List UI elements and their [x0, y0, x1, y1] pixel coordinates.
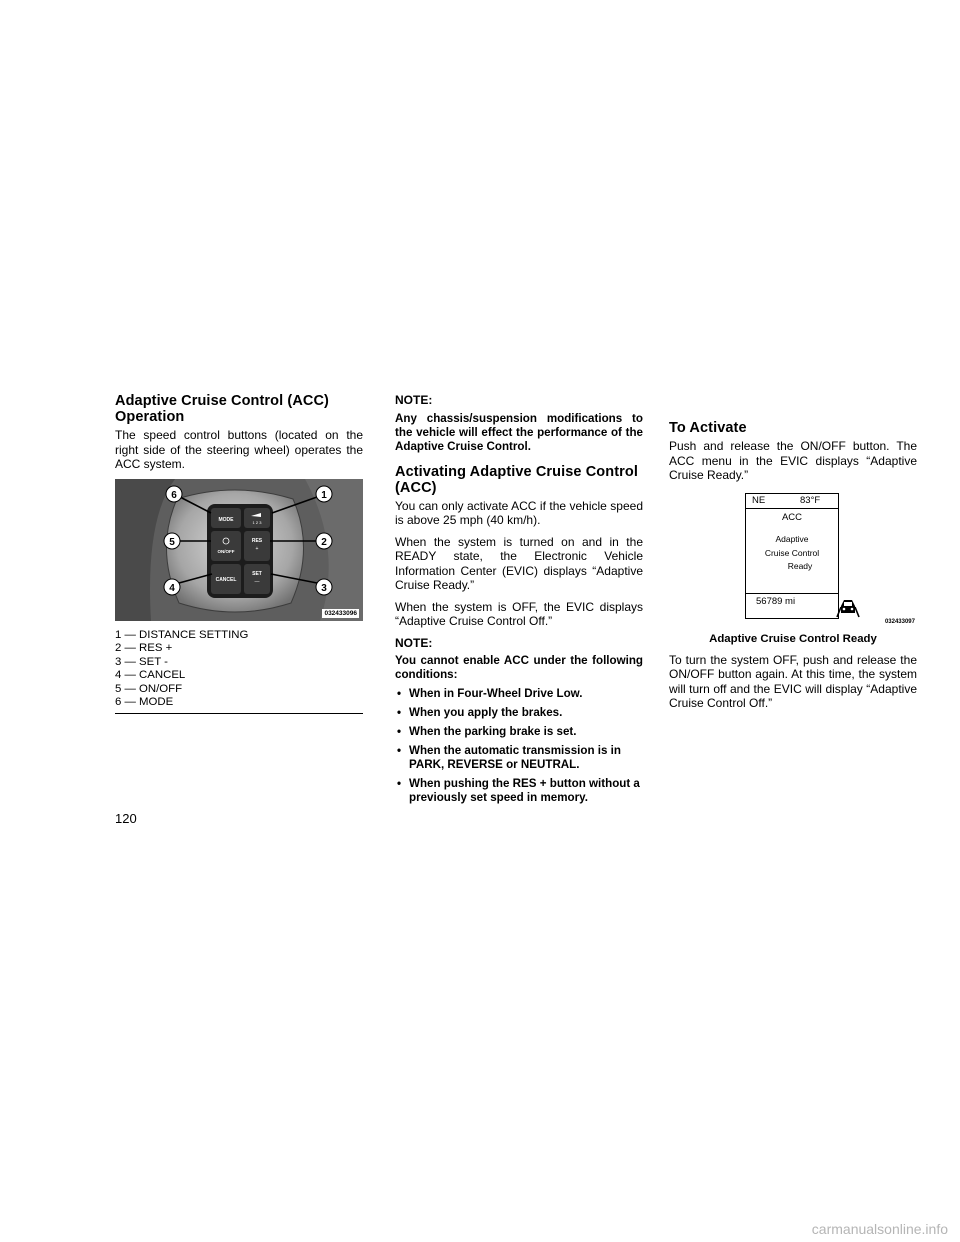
compass-heading: NE: [752, 494, 766, 506]
outside-temperature: 83°F: [800, 494, 821, 506]
condition-text: When you apply the brakes.: [409, 706, 563, 719]
note-heading: NOTE:: [395, 635, 433, 650]
set-minus-symbol: —: [254, 578, 260, 585]
set-button-label: SET: [252, 570, 262, 577]
list-item: [395, 777, 643, 805]
figure-code-1: 032433096: [324, 609, 357, 617]
evic-message-line-1: Adaptive: [775, 533, 809, 544]
bullet: •: [397, 777, 402, 790]
list-item: [395, 725, 643, 739]
cancel-button-label: CANCEL: [215, 576, 237, 583]
bullet: •: [397, 706, 402, 719]
bullet: •: [397, 744, 402, 757]
legend-item: 4 — CANCEL: [115, 669, 186, 682]
res-button-label: RES: [251, 537, 263, 544]
callout-6: 6: [171, 489, 177, 501]
bullet: •: [397, 687, 402, 700]
evic-screen: [745, 493, 839, 619]
conditions-list: [395, 687, 643, 805]
callout-1: 1: [321, 489, 327, 501]
evic-menu-title: ACC: [781, 511, 803, 523]
acc-intro-text: The speed control buttons (located on the right side of the steering wheel) operates the ACC system.: [115, 428, 363, 471]
list-item: [395, 687, 643, 701]
turn-off-instructions: To turn the system OFF, push and release the ON/OFF button again. At this time, the system will turn off and the EVIC will display “Adaptive Cruise Control Off.”: [669, 652, 917, 710]
figure-caption: Adaptive Cruise Control Ready: [709, 632, 877, 645]
legend-item: 5 — ON/OFF: [115, 682, 183, 695]
condition-text: When the automatic transmission is in PARK, REVERSE or NEUTRAL.: [409, 744, 621, 771]
to-activate-heading: To Activate: [669, 420, 747, 436]
res-plus-symbol: +: [255, 545, 259, 552]
figure-code-2: 032433097: [884, 618, 915, 625]
heading-line-2: (ACC): [395, 479, 437, 496]
heading-line-1: Activating Adaptive Cruise Control: [395, 463, 638, 480]
mode-button-label: MODE: [218, 516, 234, 523]
condition-text: When the parking brake is set.: [409, 725, 577, 738]
list-item: [395, 706, 643, 720]
odometer-reading: 56789 mi: [756, 595, 796, 607]
legend-item: 3 — SET -: [115, 655, 168, 668]
callout-4: 4: [169, 582, 175, 594]
callout-2: 2: [321, 536, 327, 548]
bullet: •: [397, 725, 402, 738]
callout-5: 5: [169, 536, 175, 548]
condition-text: When in Four-Wheel Drive Low.: [409, 687, 583, 700]
activate-instructions: Push and release the ON/OFF button. The ACC menu in the EVIC displays “Adaptive Cruise Ready.”: [669, 439, 917, 482]
condition-text: When pushing the RES + button without a previously set speed in memory.: [409, 777, 640, 804]
steering-wheel-buttons-figure: [115, 479, 363, 621]
distance-button-label: 1 2 3: [252, 519, 262, 525]
page-number: 120: [115, 811, 137, 826]
button-legend: [115, 629, 363, 715]
left-column: [115, 393, 363, 714]
evic-status-bar: [746, 494, 838, 509]
ready-state-text: When the system is turned on and in the READY state, the Electronic Vehicle Information Center (EVIC) displays “Adaptive Cruise Ready.”: [395, 534, 643, 592]
legend-item: 1 — DISTANCE SETTING: [115, 628, 249, 641]
steering-wheel-illustration: [115, 479, 363, 621]
legend-item: 6 — MODE: [115, 696, 174, 709]
right-column: [669, 420, 917, 718]
evic-message-line-2: Cruise Control: [764, 547, 820, 558]
heading-line-1: Adaptive Cruise Control (ACC): [115, 393, 329, 409]
activating-acc-heading: [395, 464, 643, 496]
callout-3: 3: [321, 582, 327, 594]
middle-column: [395, 393, 643, 810]
note-heading: NOTE:: [395, 393, 433, 407]
watermark: carmanualsonline.info: [811, 1221, 948, 1237]
note-text: Any chassis/suspension modifications to the vehicle will effect the performance of the Adaptive Cruise Control.: [395, 411, 643, 453]
list-item: [395, 744, 643, 772]
conditions-intro: You cannot enable ACC under the following conditions:: [395, 654, 643, 681]
legend-item: 2 — RES +: [115, 642, 173, 655]
acc-car-icon: [835, 595, 861, 619]
evic-display-figure: [669, 491, 917, 629]
off-state-text: When the system is OFF, the EVIC displays “Adaptive Cruise Control Off.”: [395, 599, 643, 628]
heading-line-2: Operation: [115, 409, 185, 425]
acc-operation-heading: [115, 393, 363, 425]
onoff-button-label: ON/OFF: [217, 548, 235, 554]
speed-requirement-text: You can only activate ACC if the vehicle speed is above 25 mph (40 km/h).: [395, 498, 643, 527]
evic-message-line-3: Ready: [787, 560, 813, 571]
evic-odometer-bar: [746, 593, 838, 618]
